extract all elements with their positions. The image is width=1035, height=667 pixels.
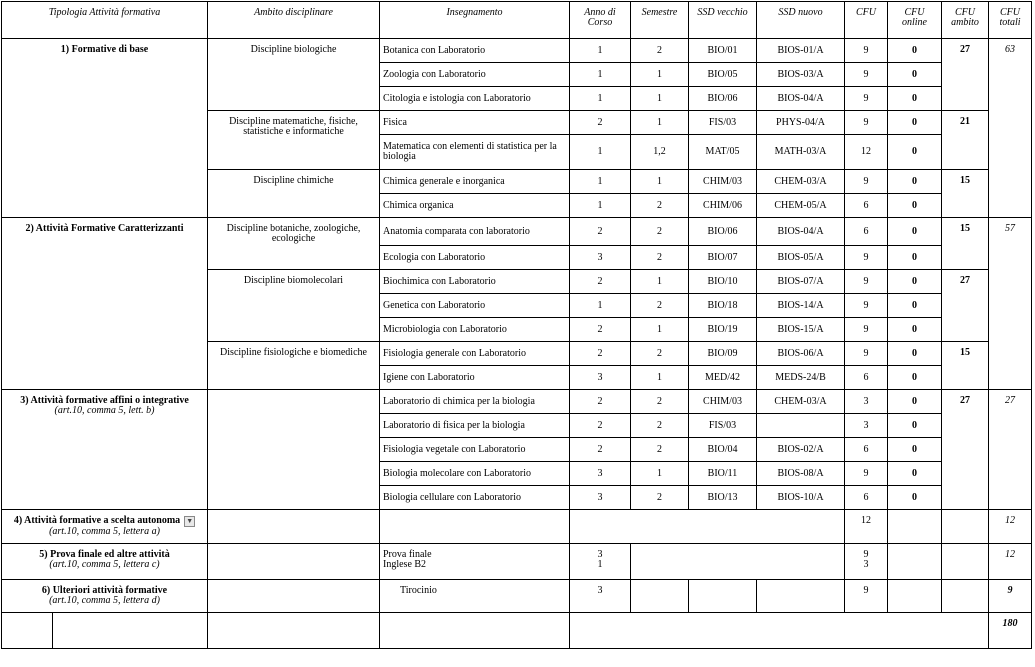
course-semester: 2	[631, 39, 689, 63]
ambito-cell: Discipline fisiologiche e biomediche	[208, 342, 380, 390]
ambito-cfu: 21	[942, 111, 989, 170]
course-cfu: 12	[845, 510, 888, 544]
ambito-cell	[208, 580, 380, 613]
course-cfu: 9	[845, 170, 888, 194]
ambito-cfu: 27	[942, 390, 989, 510]
course-year: 1	[570, 194, 631, 218]
course-ssd-old: BIO/04	[689, 438, 757, 462]
course-cfu: 6	[845, 438, 888, 462]
header-cfu-totali: CFU totali	[989, 2, 1032, 39]
header-ssd-vecchio: SSD vecchio	[689, 2, 757, 39]
ambito-cfu: 15	[942, 342, 989, 390]
course-name: Matematica con elementi di statistica per la biologia	[380, 135, 570, 170]
course-ssd-new: BIOS-04/A	[757, 87, 845, 111]
course-name: Genetica con Laboratorio	[380, 294, 570, 318]
course-semester: 2	[631, 246, 689, 270]
course-cfu-prova: 9	[863, 549, 869, 560]
course-ssd-new: BIOS-14/A	[757, 294, 845, 318]
empty-cell	[208, 613, 380, 649]
course-ssd-old: BIO/01	[689, 39, 757, 63]
course-semester: 1	[631, 63, 689, 87]
ambito-cfu	[942, 580, 989, 613]
course-year: 2	[570, 438, 631, 462]
header-cfu-ambito: CFU ambito	[942, 2, 989, 39]
course-semester: 2	[631, 218, 689, 246]
header-tipologia: Tipologia Attività formativa	[2, 2, 208, 39]
ambito-cfu: 15	[942, 218, 989, 270]
course-ssd-new	[757, 414, 845, 438]
course-name: Botanica con Laboratorio	[380, 39, 570, 63]
ambito-cell: Discipline biologiche	[208, 39, 380, 111]
header-cfu: CFU	[845, 2, 888, 39]
section-total: 12	[989, 510, 1032, 544]
empty-cell	[689, 580, 757, 613]
course-cfu: 6	[845, 486, 888, 510]
course-year: 3	[570, 486, 631, 510]
course-cfu: 9	[845, 111, 888, 135]
course-cfu-online: 0	[888, 390, 942, 414]
empty-cell	[757, 580, 845, 613]
course-cfu-online: 0	[888, 194, 942, 218]
course-cfu-online: 0	[888, 39, 942, 63]
course-ssd-new: BIOS-04/A	[757, 218, 845, 246]
course-cfu-online: 0	[888, 63, 942, 87]
course-semester: 1	[631, 462, 689, 486]
table-row	[2, 39, 1032, 63]
course-name: Biologia molecolare con Laboratorio	[380, 462, 570, 486]
course-name: Chimica generale e inorganica	[380, 170, 570, 194]
course-year: 2	[570, 414, 631, 438]
course-name: Microbiologia con Laboratorio	[380, 318, 570, 342]
course-cfu-online: 0	[888, 111, 942, 135]
ambito-cell: Discipline botaniche, zoologiche, ecologiche	[208, 218, 380, 270]
course-name: Citologia e istologia con Laboratorio	[380, 87, 570, 111]
ambito-cfu: 27	[942, 39, 989, 111]
course-cfu-online: 0	[888, 135, 942, 170]
curriculum-table	[1, 1, 1032, 649]
course-year: 2	[570, 342, 631, 366]
course-name	[380, 544, 570, 580]
course-year: 2	[570, 270, 631, 294]
course-ssd-new: BIOS-10/A	[757, 486, 845, 510]
course-cfu-online: 0	[888, 270, 942, 294]
course-year: 3	[570, 366, 631, 390]
course-name: Laboratorio di chimica per la biologia	[380, 390, 570, 414]
course-name: Igiene con Laboratorio	[380, 366, 570, 390]
empty-cell	[570, 613, 989, 649]
course-ssd-old: BIO/06	[689, 87, 757, 111]
empty-cell	[380, 613, 570, 649]
course-cfu-inglese: 3	[863, 559, 869, 570]
ambito-cfu: 15	[942, 170, 989, 218]
course-year: 1	[570, 39, 631, 63]
course-ssd-old: CHIM/03	[689, 390, 757, 414]
section-title	[2, 510, 208, 544]
course-cfu: 9	[845, 246, 888, 270]
table-row	[2, 510, 1032, 544]
course-ssd-new: BIOS-01/A	[757, 39, 845, 63]
course-cfu: 6	[845, 194, 888, 218]
course-year-prova: 3	[597, 549, 603, 560]
ambito-cell	[208, 544, 380, 580]
empty-cell	[631, 544, 845, 580]
course-cfu-online: 0	[888, 318, 942, 342]
course-ssd-old: BIO/19	[689, 318, 757, 342]
course-name: Fisiologia generale con Laboratorio	[380, 342, 570, 366]
course-semester: 2	[631, 438, 689, 462]
table-row	[2, 544, 1032, 580]
course-name: Biochimica con Laboratorio	[380, 270, 570, 294]
course-year: 2	[570, 318, 631, 342]
header-ambito: Ambito disciplinare	[208, 2, 380, 39]
course-cfu: 9	[845, 462, 888, 486]
course-semester: 1	[631, 111, 689, 135]
section-note: (art.10, comma 5, lettera d)	[49, 595, 160, 606]
section-title-text: 5) Prova finale ed altre attività	[39, 549, 170, 560]
course-ssd-new: BIOS-08/A	[757, 462, 845, 486]
course-ssd-new: CHEM-05/A	[757, 194, 845, 218]
course-year: 2	[570, 218, 631, 246]
header-insegnamento: Insegnamento	[380, 2, 570, 39]
course-cfu-online: 0	[888, 462, 942, 486]
course-cfu: 9	[845, 63, 888, 87]
course-cfu: 9	[845, 270, 888, 294]
course-ssd-old: BIO/07	[689, 246, 757, 270]
course-name: Fisiologia vegetale con Laboratorio	[380, 438, 570, 462]
course-year: 1	[570, 87, 631, 111]
course-cfu-online: 0	[888, 366, 942, 390]
course-ssd-old: FIS/03	[689, 414, 757, 438]
course-year: 3	[570, 462, 631, 486]
table-row	[2, 613, 1032, 649]
section-title: 2) Attività Formative Caratterizzanti	[2, 218, 208, 390]
course-cfu	[845, 544, 888, 580]
section-title	[2, 544, 208, 580]
course-ssd-old: BIO/09	[689, 342, 757, 366]
table-row	[2, 390, 1032, 414]
course-year: 2	[570, 111, 631, 135]
course-ssd-old: BIO/05	[689, 63, 757, 87]
course-ssd-old: MED/42	[689, 366, 757, 390]
course-cfu-online	[888, 580, 942, 613]
ambito-cfu	[942, 510, 989, 544]
course-cfu-online: 0	[888, 342, 942, 366]
course-name: Fisica	[380, 111, 570, 135]
course-semester: 1	[631, 366, 689, 390]
course-name: Tirocinio	[380, 580, 570, 613]
ambito-cell: Discipline biomolecolari	[208, 270, 380, 342]
course-name: Chimica organica	[380, 194, 570, 218]
course-name: Ecologia con Laboratorio	[380, 246, 570, 270]
dropdown-arrow-icon[interactable]: ▼	[184, 516, 195, 527]
course-cfu-online: 0	[888, 486, 942, 510]
course-cfu-online: 0	[888, 170, 942, 194]
section-total: 27	[989, 390, 1032, 510]
course-cfu: 9	[845, 294, 888, 318]
section-title-text: 4) Attività formative a scelta autonoma	[13, 515, 181, 526]
empty-cell	[2, 613, 53, 649]
course-semester: 2	[631, 414, 689, 438]
course-name: Biologia cellulare con Laboratorio	[380, 486, 570, 510]
course-cfu-online: 0	[888, 438, 942, 462]
section-total: 63	[989, 39, 1032, 218]
section-total: 12	[989, 544, 1032, 580]
section-total: 9	[989, 580, 1032, 613]
header-ssd-nuovo: SSD nuovo	[757, 2, 845, 39]
course-year: 1	[570, 135, 631, 170]
course-ssd-new: BIOS-06/A	[757, 342, 845, 366]
course-cfu: 9	[845, 580, 888, 613]
course-ssd-old: BIO/13	[689, 486, 757, 510]
course-ssd-new: MATH-03/A	[757, 135, 845, 170]
course-name-inglese: Inglese B2	[383, 559, 427, 570]
section-title: 1) Formative di base	[2, 39, 208, 218]
course-ssd-old: BIO/10	[689, 270, 757, 294]
grand-total: 180	[989, 613, 1032, 649]
course-year-inglese: 1	[597, 559, 603, 570]
course-semester: 1	[631, 318, 689, 342]
section-note: (art.10, comma 5, lettera c)	[49, 559, 160, 570]
ambito-cell: Discipline matematiche, fisiche, statistiche e informatiche	[208, 111, 380, 170]
course-year: 2	[570, 390, 631, 414]
course-ssd-old: BIO/06	[689, 218, 757, 246]
course-year: 3	[570, 246, 631, 270]
course-ssd-new: BIOS-02/A	[757, 438, 845, 462]
course-name-prova: Prova finale	[383, 549, 432, 560]
course-ssd-old: MAT/05	[689, 135, 757, 170]
course-cfu-online: 0	[888, 246, 942, 270]
course-name	[380, 510, 570, 544]
course-cfu: 3	[845, 414, 888, 438]
course-cfu-online: 0	[888, 218, 942, 246]
course-semester: 1,2	[631, 135, 689, 170]
course-ssd-new: BIOS-07/A	[757, 270, 845, 294]
course-semester: 2	[631, 194, 689, 218]
section-title	[2, 580, 208, 613]
section-note: (art.10, comma 5, lettera a)	[49, 526, 160, 537]
empty-cell	[570, 510, 845, 544]
course-ssd-old: FIS/03	[689, 111, 757, 135]
course-name: Anatomia comparata con laboratorio	[380, 218, 570, 246]
course-semester: 1	[631, 87, 689, 111]
course-year	[570, 544, 631, 580]
course-year: 3	[570, 580, 631, 613]
ambito-cell	[208, 390, 380, 510]
course-ssd-old: CHIM/06	[689, 194, 757, 218]
header-cfu-online: CFU online	[888, 2, 942, 39]
course-ssd-old: BIO/18	[689, 294, 757, 318]
course-semester: 1	[631, 170, 689, 194]
course-cfu: 6	[845, 366, 888, 390]
course-cfu-online: 0	[888, 87, 942, 111]
ambito-cfu: 27	[942, 270, 989, 342]
course-ssd-new: MEDS-24/B	[757, 366, 845, 390]
ambito-cell: Discipline chimiche	[208, 170, 380, 218]
course-ssd-new: CHEM-03/A	[757, 390, 845, 414]
course-semester: 2	[631, 342, 689, 366]
course-cfu-online	[888, 510, 942, 544]
course-year: 1	[570, 63, 631, 87]
course-cfu: 3	[845, 390, 888, 414]
course-year: 1	[570, 170, 631, 194]
empty-cell	[53, 613, 208, 649]
course-cfu: 9	[845, 342, 888, 366]
ambito-cell	[208, 510, 380, 544]
section-title-text: 6) Ulteriori attività formative	[41, 585, 168, 596]
ambito-cfu	[942, 544, 989, 580]
course-cfu: 9	[845, 87, 888, 111]
empty-cell	[631, 580, 689, 613]
course-ssd-new: PHYS-04/A	[757, 111, 845, 135]
course-ssd-old: BIO/11	[689, 462, 757, 486]
course-ssd-old: CHIM/03	[689, 170, 757, 194]
section-note: (art.10, comma 5, lett. b)	[54, 405, 155, 416]
course-cfu: 6	[845, 218, 888, 246]
course-ssd-new: BIOS-03/A	[757, 63, 845, 87]
table-row	[2, 580, 1032, 613]
course-semester: 2	[631, 390, 689, 414]
course-ssd-new: BIOS-15/A	[757, 318, 845, 342]
course-cfu: 9	[845, 39, 888, 63]
course-semester: 2	[631, 486, 689, 510]
course-ssd-new: BIOS-05/A	[757, 246, 845, 270]
course-cfu: 9	[845, 318, 888, 342]
section-title	[2, 390, 208, 510]
course-cfu-online	[888, 544, 942, 580]
course-cfu-online: 0	[888, 414, 942, 438]
course-name: Laboratorio di fisica per la biologia	[380, 414, 570, 438]
section-total: 57	[989, 218, 1032, 390]
course-semester: 1	[631, 270, 689, 294]
header-semestre: Semestre	[631, 2, 689, 39]
course-semester: 2	[631, 294, 689, 318]
course-cfu-online: 0	[888, 294, 942, 318]
header-anno: Anno di Corso	[570, 2, 631, 39]
course-ssd-new: CHEM-03/A	[757, 170, 845, 194]
table-row	[2, 218, 1032, 246]
course-cfu: 12	[845, 135, 888, 170]
course-year: 1	[570, 294, 631, 318]
course-name: Zoologia con Laboratorio	[380, 63, 570, 87]
section-title-text: 3) Attività formative affini o integrative	[20, 395, 189, 406]
